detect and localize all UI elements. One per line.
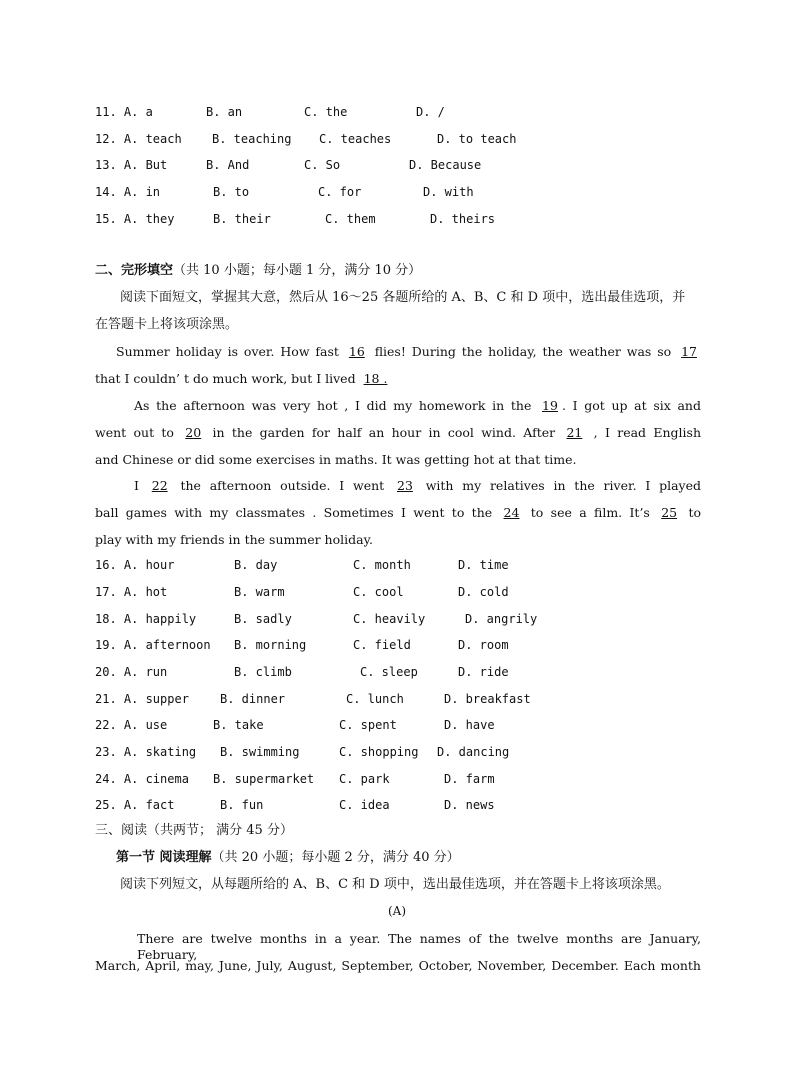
- cloze-line-3: [134, 398, 701, 414]
- reading-line-2: March, April, may, June, July, August, September, October, November, December. Each month: [95, 958, 701, 973]
- option-b: B. day: [234, 558, 278, 572]
- blank-23: 23: [397, 478, 413, 493]
- cloze-line-5: and Chinese or did some exercises in maths. It was getting hot at that time.: [95, 452, 577, 467]
- option-d: D. ride: [458, 665, 509, 679]
- option-d: D. Because: [409, 158, 482, 172]
- option-b: B. an: [206, 105, 243, 119]
- option-b: B. their: [213, 212, 271, 226]
- cloze-line-1: [116, 344, 701, 360]
- section-3-subtitle-rest: （共 20 小题；每小题 2 分，满分 40 分）: [211, 850, 460, 865]
- option-b: B. supermarket: [213, 772, 315, 786]
- section-2-title-rest: （共 10 小题；每小题 1 分，满分 10 分）: [173, 263, 422, 278]
- option-d: D. dancing: [437, 745, 510, 759]
- blank-17: 17: [681, 344, 698, 359]
- cloze-text: went out to: [95, 425, 174, 440]
- option-d: D. news: [444, 798, 495, 812]
- cloze-text: to see a film. It’s: [530, 505, 650, 520]
- blank-24: 24: [503, 505, 520, 520]
- option-d: D. breakfast: [444, 692, 531, 706]
- passage-label: (A): [387, 904, 407, 918]
- reading-line-1: There are twelve months in a year. The names of the twelve months are January, February,: [137, 931, 701, 962]
- option-a: 24. A. cinema: [95, 772, 189, 786]
- option-a: 18. A. happily: [95, 612, 197, 626]
- option-c: C. spent: [339, 718, 397, 732]
- option-c: C. them: [325, 212, 376, 226]
- blank-19: 19: [542, 398, 558, 413]
- option-a: 19. A. afternoon: [95, 638, 211, 652]
- blank-18: 18 .: [363, 371, 388, 386]
- option-b: B. And: [206, 158, 250, 172]
- option-d: D. to teach: [437, 132, 517, 146]
- cloze-line-4: [95, 425, 701, 441]
- option-c: C. the: [304, 105, 348, 119]
- cloze-line-8: play with my friends in the summer holiday.: [95, 532, 373, 547]
- option-d: D. have: [444, 718, 495, 732]
- option-b: B. climb: [234, 665, 292, 679]
- cloze-text: , I read English: [593, 425, 701, 440]
- cloze-line-7: [95, 505, 701, 521]
- cloze-text: . I got up at six and: [561, 398, 701, 413]
- option-c: C. heavily: [353, 612, 426, 626]
- option-b: B. warm: [234, 585, 285, 599]
- option-c: C. cool: [353, 585, 404, 599]
- cloze-text: As the afternoon was very hot , I did my homework in the: [134, 398, 532, 413]
- option-c: C. field: [353, 638, 411, 652]
- option-c: C. for: [318, 185, 362, 199]
- option-c: C. park: [339, 772, 390, 786]
- cloze-text: flies! During the holiday, the weather was so: [374, 344, 672, 359]
- option-a: 22. A. use: [95, 718, 168, 732]
- cloze-text: Summer holiday is over. How fast: [116, 344, 339, 359]
- option-a: 13. A. But: [95, 158, 168, 172]
- section-2-title: [95, 263, 421, 279]
- option-c: C. shopping: [339, 745, 419, 759]
- blank-20: 20: [185, 425, 202, 440]
- option-b: B. fun: [220, 798, 264, 812]
- option-a: 23. A. skating: [95, 745, 197, 759]
- cloze-text: in the garden for half an hour in cool wind. After: [212, 425, 556, 440]
- cloze-line-2: [95, 371, 701, 387]
- option-b: B. take: [213, 718, 264, 732]
- cloze-text: with my relatives in the river. I played: [425, 478, 701, 493]
- section-3-instruction: 阅读下列短文，从每题所给的 A、B、C 和 D 项中，选出最佳选项，并在答题卡上将该项涂黑。: [120, 877, 670, 892]
- cloze-text: the afternoon outside. I went: [180, 478, 385, 493]
- option-b: B. teaching: [212, 132, 292, 146]
- option-c: C. idea: [339, 798, 390, 812]
- option-a: 25. A. fact: [95, 798, 175, 812]
- option-b: B. morning: [234, 638, 307, 652]
- option-a: 11. A. a: [95, 105, 153, 119]
- option-d: D. farm: [444, 772, 495, 786]
- section-2-title-bold: 二、完形填空: [95, 263, 174, 278]
- blank-16: 16: [348, 344, 365, 359]
- option-a: 17. A. hot: [95, 585, 168, 599]
- option-c: C. month: [353, 558, 411, 572]
- option-b: B. swimming: [220, 745, 300, 759]
- section-3-subtitle-bold: 第一节 阅读理解: [116, 850, 212, 865]
- option-d: D. room: [458, 638, 509, 652]
- blank-21: 21: [566, 425, 583, 440]
- blank-22: 22: [151, 478, 168, 493]
- option-d: D. with: [423, 185, 474, 199]
- option-b: B. dinner: [220, 692, 286, 706]
- option-b: B. sadly: [234, 612, 292, 626]
- option-a: 14. A. in: [95, 185, 161, 199]
- cloze-text: that I couldn’ t do much work, but I lived: [95, 371, 356, 386]
- section-3-subtitle: [116, 850, 460, 866]
- section-2-instruction-line1: 阅读下面短文，掌握其大意，然后从 16～25 各题所给的 A、B、C 和 D 项中，选出最佳选项，并: [120, 290, 686, 305]
- option-d: D. cold: [458, 585, 509, 599]
- blank-25: 25: [661, 505, 678, 520]
- option-d: D. angrily: [465, 612, 538, 626]
- option-a: 21. A. supper: [95, 692, 189, 706]
- option-d: D. theirs: [430, 212, 496, 226]
- section-2-instruction-line2: 在答题卡上将该项涂黑。: [95, 317, 239, 332]
- cloze-text: ball games with my classmates . Sometimes I went to the: [95, 505, 493, 520]
- option-a: 16. A. hour: [95, 558, 175, 572]
- option-a: 20. A. run: [95, 665, 168, 679]
- section-3-title: 三、阅读（共两节； 满分 45 分）: [95, 823, 293, 838]
- option-a: 15. A. they: [95, 212, 175, 226]
- option-d: D. time: [458, 558, 509, 572]
- option-c: C. teaches: [319, 132, 392, 146]
- option-c: C. lunch: [346, 692, 404, 706]
- option-d: D. /: [416, 105, 445, 119]
- option-c: C. sleep: [360, 665, 418, 679]
- option-b: B. to: [213, 185, 250, 199]
- cloze-text: I: [134, 478, 139, 493]
- option-c: C. So: [304, 158, 341, 172]
- option-a: 12. A. teach: [95, 132, 182, 146]
- cloze-line-6: [134, 478, 701, 494]
- cloze-text: to: [688, 505, 701, 520]
